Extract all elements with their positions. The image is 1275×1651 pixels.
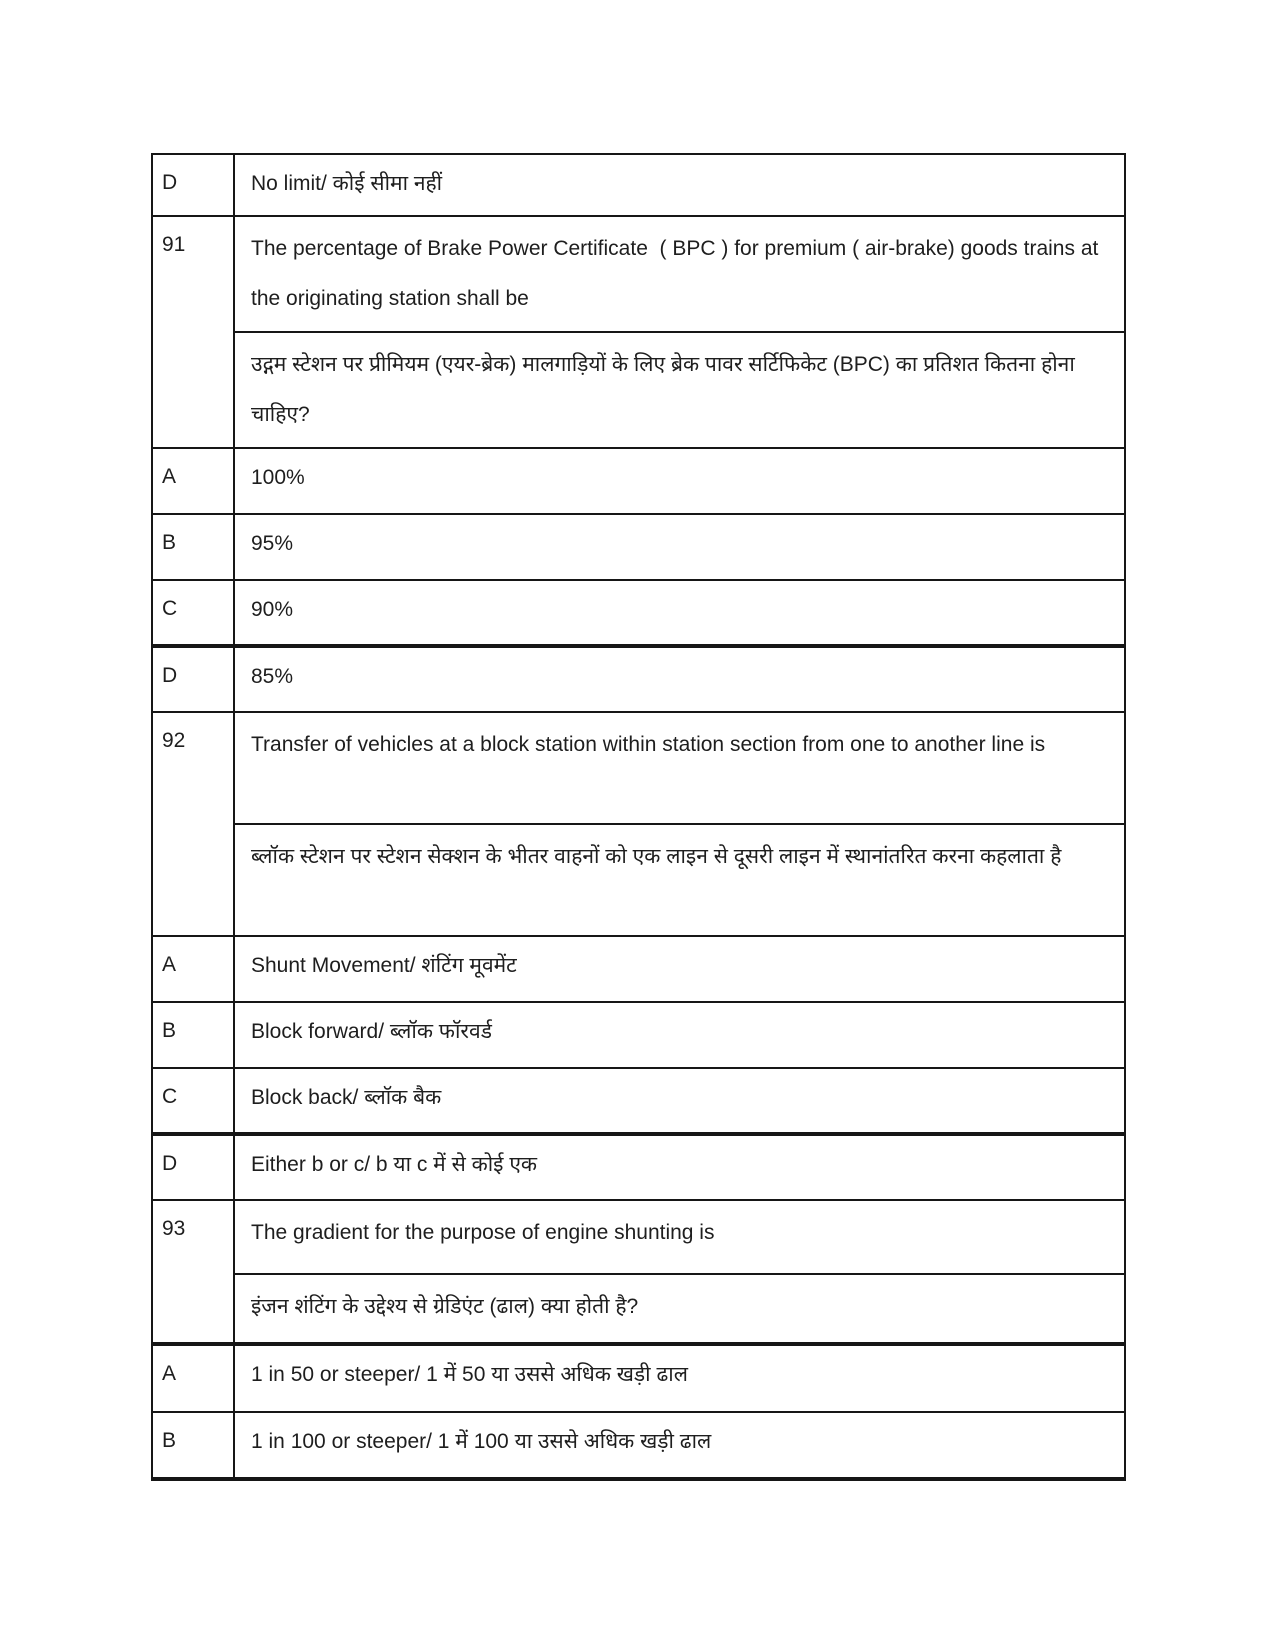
table-row [152, 824, 1125, 936]
question-number-cell: 91 [152, 216, 234, 448]
table-row [152, 646, 1125, 712]
question-text-english: Transfer of vehicles at a block station within station section from one to another line is [234, 712, 1125, 824]
option-text-cell: 85% [234, 646, 1125, 712]
table-row [152, 332, 1125, 448]
question-text-english: The gradient for the purpose of engine shunting is [234, 1200, 1125, 1274]
question-number-cell: 92 [152, 712, 234, 936]
option-label-cell: A [152, 1344, 234, 1412]
table-row [152, 1200, 1125, 1274]
table-row [152, 1274, 1125, 1344]
option-label-cell: A [152, 936, 234, 1002]
option-label-cell: C [152, 1068, 234, 1134]
option-text-cell: No limit/ कोई सीमा नहीं [234, 154, 1125, 216]
table-row [152, 936, 1125, 1002]
option-text-cell: Shunt Movement/ शंटिंग मूवमेंट [234, 936, 1125, 1002]
option-label-cell: D [152, 154, 234, 216]
table-row [152, 448, 1125, 514]
question-text-hindi: ब्लॉक स्टेशन पर स्टेशन सेक्शन के भीतर वाहनों को एक लाइन से दूसरी लाइन में स्थानांतरित करना कहलाता है [234, 824, 1125, 936]
option-text-cell: Block back/ ब्लॉक बैक [234, 1068, 1125, 1134]
option-text-cell: 90% [234, 580, 1125, 646]
question-text-english: The percentage of Brake Power Certificate ( BPC ) for premium ( air-brake) goods trains at the originating station shall be [234, 216, 1125, 332]
question-table [151, 153, 1126, 1481]
table-row [152, 1412, 1125, 1479]
table-row [152, 216, 1125, 332]
table-row [152, 1002, 1125, 1068]
option-label-cell: B [152, 1002, 234, 1068]
option-text-cell: 95% [234, 514, 1125, 580]
option-label-cell: D [152, 646, 234, 712]
table-row [152, 712, 1125, 824]
option-text-cell: Either b or c/ b या c में से कोई एक [234, 1134, 1125, 1200]
option-label-cell: A [152, 448, 234, 514]
table-row [152, 514, 1125, 580]
option-text-cell: 1 in 50 or steeper/ 1 में 50 या उससे अधिक खड़ी ढाल [234, 1344, 1125, 1412]
question-text-hindi: उद्गम स्टेशन पर प्रीमियम (एयर-ब्रेक) मालगाड़ियों के लिए ब्रेक पावर सर्टिफिकेट (BPC) का प्रतिशत कितना होना चाहिए? [234, 332, 1125, 448]
question-number-cell: 93 [152, 1200, 234, 1344]
table-row [152, 1134, 1125, 1200]
option-label-cell: B [152, 1412, 234, 1479]
option-text-cell: Block forward/ ब्लॉक फॉरवर्ड [234, 1002, 1125, 1068]
table-row [152, 1068, 1125, 1134]
table-row [152, 154, 1125, 216]
table-row [152, 1344, 1125, 1412]
option-label-cell: B [152, 514, 234, 580]
option-text-cell: 1 in 100 or steeper/ 1 में 100 या उससे अधिक खड़ी ढाल [234, 1412, 1125, 1479]
option-label-cell: D [152, 1134, 234, 1200]
option-label-cell: C [152, 580, 234, 646]
question-text-hindi: इंजन शंटिंग के उद्देश्य से ग्रेडिएंट (ढाल) क्या होती है? [234, 1274, 1125, 1344]
table-row [152, 580, 1125, 646]
option-text-cell: 100% [234, 448, 1125, 514]
